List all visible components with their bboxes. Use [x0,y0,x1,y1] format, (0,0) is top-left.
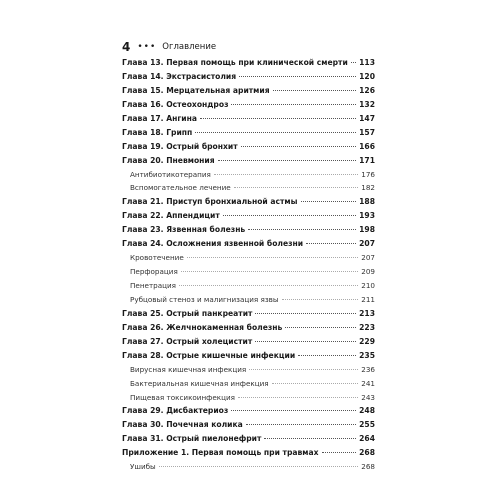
toc-chapter-entry[interactable] [122,237,375,251]
toc-chapter-entry[interactable] [122,70,375,84]
toc-entry-page-number: 182 [361,183,375,193]
toc-entry-title: Глава 20. Пневмония [122,155,215,165]
toc-chapter-entry[interactable] [122,84,375,98]
toc-entry-title: Глава 18. Грипп [122,127,193,137]
dot-leader [255,340,356,342]
toc-chapter-entry[interactable] [122,223,375,237]
toc-entry-title: Глава 15. Мерцательная аритмия [122,85,270,95]
toc-entry-title: Пищевая токсикоинфекция [130,392,235,402]
toc-entry-page-number: 268 [359,448,375,458]
toc-chapter-entry[interactable] [122,195,375,209]
dot-leader [181,270,358,272]
toc-chapter-entry[interactable] [122,432,375,446]
toc-entry-title: Вспомогательное лечение [130,183,231,193]
toc-entry-page-number: 243 [361,392,375,402]
dot-leader [231,409,356,411]
toc-section-entry[interactable] [122,181,375,195]
toc-entry-title: Глава 21. Приступ бронхиальной астмы [122,197,298,207]
dot-leader [239,75,356,77]
toc-entry-page-number: 264 [359,434,375,444]
toc-section-entry[interactable] [122,293,375,307]
toc-entry-page-number: 210 [361,281,375,290]
toc-chapter-entry[interactable] [122,126,375,140]
toc-entry-title: Бактериальная кишечная инфекция [130,378,269,388]
toc-chapter-entry[interactable] [122,418,375,432]
dot-leader [187,256,359,258]
dot-leader [273,89,357,91]
toc-section-entry[interactable] [122,377,375,391]
dot-leader [255,312,356,314]
toc-entry-page-number: 213 [359,308,375,318]
toc-entry-page-number: 193 [359,211,375,221]
dot-leader [282,298,359,300]
dot-leader [285,326,356,328]
dot-leader [301,200,357,202]
toc-chapter-entry[interactable] [122,98,375,112]
toc-entry-title: Ушибы [130,462,156,472]
toc-chapter-entry[interactable] [122,56,375,70]
dot-leader [195,131,356,133]
toc-section-entry[interactable] [122,251,375,265]
toc-entry-title: Глава 19. Острый бронхит [122,141,238,151]
toc-chapter-entry[interactable] [122,307,375,321]
toc-entry-title: Глава 27. Острый холецистит [122,336,253,346]
toc-entry-page-number: 188 [359,197,375,207]
toc-chapter-entry[interactable] [122,112,375,126]
dot-leader [214,173,358,175]
dot-leader [223,214,356,216]
dot-leader [306,242,356,244]
toc-entry-page-number: 120 [359,71,375,81]
toc-entry-title: Глава 24. Осложнения язвенной болезни [122,239,304,249]
dot-leader [246,423,356,425]
toc-chapter-entry[interactable] [122,154,375,168]
toc-chapter-entry[interactable] [122,335,375,349]
dot-leader [248,228,356,230]
toc-entry-title: Глава 22. Аппендицит [122,211,220,221]
toc-entry-page-number: 147 [359,113,375,123]
toc-section-entry[interactable] [122,460,375,474]
header-dots-ornament: ••• [137,42,157,52]
dot-leader [238,396,358,398]
dot-leader [234,186,359,188]
toc-entry-title: Приложение 1. Первая помощь при травмах [122,448,319,458]
toc-entry-page-number: 255 [359,420,375,430]
toc-entry-page-number: 176 [361,169,375,179]
toc-entry-page-number: 223 [359,322,375,332]
toc-chapter-entry[interactable] [122,404,375,418]
toc-entry-title: Рубцовый стеноз и малигнизация язвы [130,294,279,304]
running-header [122,40,216,54]
toc-section-entry[interactable] [122,363,375,377]
toc-entry-page-number: 209 [361,267,375,277]
dot-leader [179,284,358,286]
toc-entry-title: Перфорация [130,267,178,277]
toc-entry-page-number: 198 [359,225,375,235]
toc-chapter-entry[interactable] [122,209,375,223]
toc-entry-title: Глава 13. Первая помощь при клинической смерти [122,58,348,67]
running-title: Оглавление [162,42,217,52]
toc-entry-title: Глава 23. Язвенная болезнь [122,225,246,235]
toc-entry-page-number: 235 [359,350,375,360]
page-number: 4 [122,40,131,54]
toc-chapter-entry[interactable] [122,349,375,363]
toc-entry-title: Глава 31. Острый пиелонефрит [122,434,262,444]
toc-section-entry[interactable] [122,265,375,279]
toc-entry-page-number: 126 [359,85,375,95]
toc-entry-title: Глава 29. Дисбактериоз [122,406,229,416]
toc-entry-title: Глава 25. Острый панкреатит [122,308,253,318]
dot-leader [241,145,356,147]
toc-entry-page-number: 113 [359,58,375,67]
dot-leader [200,117,356,119]
toc-entry-page-number: 132 [359,99,375,109]
dot-leader [159,465,359,467]
toc-entry-title: Пенетрация [130,281,176,290]
dot-leader [231,103,356,105]
toc-entry-page-number: 166 [359,141,375,151]
toc-entry-title: Глава 26. Желчнокаменная болезнь [122,322,283,332]
toc-chapter-entry[interactable] [122,140,375,154]
dot-leader [264,437,356,439]
toc-entry-title: Антибиотикотерапия [130,169,211,179]
dot-leader [218,159,357,161]
toc-chapter-entry[interactable] [122,321,375,335]
toc-entry-page-number: 207 [359,239,375,249]
toc-entry-title: Вирусная кишечная инфекция [130,364,247,374]
table-of-contents [122,56,375,474]
dot-leader [298,354,356,356]
toc-entry-title: Глава 17. Ангина [122,113,197,123]
toc-entry-title: Глава 14. Экстрасистолия [122,71,237,81]
toc-entry-page-number: 207 [361,253,375,263]
toc-entry-page-number: 229 [359,336,375,346]
toc-entry-page-number: 157 [359,127,375,137]
toc-entry-page-number: 171 [359,155,375,165]
toc-entry-title: Глава 16. Остеохондроз [122,99,229,109]
toc-chapter-entry[interactable] [122,446,375,460]
toc-entry-page-number: 268 [361,462,375,472]
dot-leader [351,61,356,63]
toc-entry-title: Глава 28. Острые кишечные инфекции [122,350,296,360]
toc-entry-title: Глава 30. Почечная колика [122,420,243,430]
toc-section-entry[interactable] [122,391,375,405]
toc-section-entry[interactable] [122,168,375,182]
toc-entry-page-number: 211 [361,294,375,304]
toc-section-entry[interactable] [122,279,375,293]
dot-leader [322,451,357,453]
toc-entry-page-number: 236 [361,364,375,374]
dot-leader [272,382,359,384]
toc-entry-page-number: 241 [361,378,375,388]
toc-entry-page-number: 248 [359,406,375,416]
toc-entry-title: Кровотечение [130,253,184,263]
dot-leader [249,368,358,370]
